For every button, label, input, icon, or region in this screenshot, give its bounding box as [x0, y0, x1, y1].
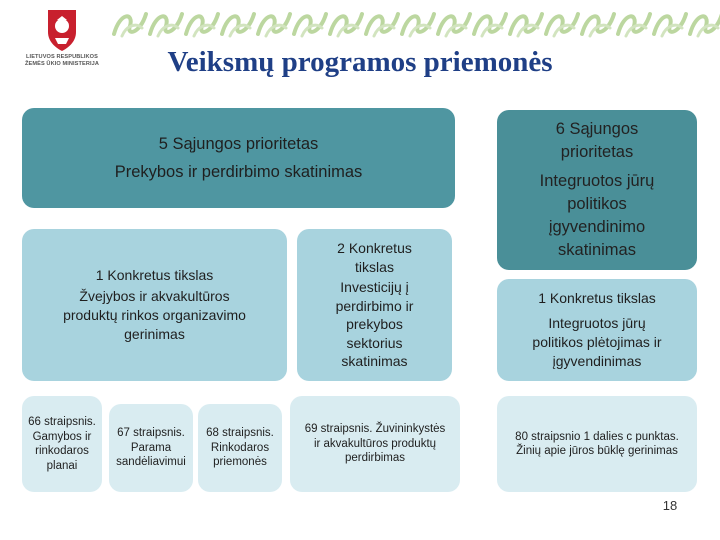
logo-text-line-2: ŽEMĖS ŪKIO MINISTERIJA: [25, 60, 99, 67]
priority-5-description: Prekybos ir perdirbimo skatinimas: [114, 163, 363, 181]
objective-5-1-box: [22, 229, 287, 381]
article-67-line-2: Parama: [130, 441, 172, 454]
objective-5-2-line-6: sektorius: [346, 334, 403, 351]
ornament-band: [112, 8, 720, 40]
article-69-line-3: perdirbimas: [344, 452, 406, 465]
article-66-line-3: rinkodaros: [35, 445, 89, 457]
article-69-line-2: ir akvakultūros produktų: [313, 437, 437, 450]
objective-5-2-line-1: 2 Konkretus: [337, 240, 412, 257]
article-67-line-3: sandėliavimui: [116, 456, 186, 469]
article-68-line-1: 68 straipsnis.: [206, 427, 274, 440]
priority-5-heading: 5 Sąjungos prioritetas: [158, 135, 319, 153]
objective-5-2-line-4: perdirbimo ir: [335, 297, 414, 314]
article-80-box: [497, 396, 697, 492]
objective-5-2-line-2: tikslas: [355, 258, 394, 275]
article-68-box: [198, 404, 282, 492]
article-66-line-4: planai: [46, 459, 78, 472]
page-number: 18: [662, 498, 678, 513]
article-80-line-1: 80 straipsnio 1 dalies c punktas.: [515, 430, 679, 443]
objective-6-1-line-3: politikos plėtojimas ir: [532, 334, 662, 350]
priority-6-line-1: 6 Sąjungos: [555, 120, 639, 138]
article-69-line-1: 69 straipsnis. Žuvininkystės: [304, 423, 446, 436]
page-title: Veiksmų programos priemonės: [167, 46, 553, 78]
priority-6-box: [497, 110, 697, 270]
objective-6-1-box: [497, 279, 697, 381]
objective-5-2-line-7: skatinimas: [341, 353, 408, 370]
article-69-box: [290, 396, 460, 492]
priority-6-line-3: Integruotos jūrų: [539, 172, 655, 190]
article-66-line-2: Gamybos ir: [32, 430, 92, 443]
objective-5-1-line-3: produktų rinkos organizavimo: [63, 307, 246, 323]
logo-text-line-1: LIETUVOS RESPUBLIKOS: [26, 54, 98, 60]
article-66-line-1: 66 straipsnis.: [28, 416, 96, 428]
objective-5-1-line-4: gerinimas: [124, 326, 185, 342]
priority-6-line-6: skatinimas: [558, 241, 636, 259]
article-66-box: [22, 396, 102, 492]
article-80-line-2: Žinių apie jūros būklę gerinimas: [516, 445, 678, 457]
article-68-line-3: priemonės: [213, 456, 267, 469]
article-67-line-1: 67 straipsnis.: [117, 427, 185, 440]
objective-5-2-line-5: prekybos: [346, 316, 403, 333]
priority-6-line-4: politikos: [567, 195, 627, 213]
objective-6-1-line-2: Integruotos jūrų: [548, 315, 646, 331]
objective-5-2-box: [297, 229, 452, 381]
objective-6-1-line-1: 1 Konkretus tikslas: [538, 290, 656, 306]
article-68-line-2: Rinkodaros: [210, 441, 270, 454]
objective-6-1-line-4: įgyvendinimas: [552, 353, 642, 369]
article-67-box: [109, 404, 193, 492]
objective-5-2-line-3: Investicijų į: [340, 279, 409, 296]
objective-5-1-line-1: 1 Konkretus tikslas: [95, 267, 214, 283]
objective-5-1-line-2: Žvejybos ir akvakultūros: [79, 288, 230, 304]
priority-5-box: [22, 108, 455, 208]
priority-6-line-2: prioritetas: [560, 143, 634, 161]
priority-6-line-5: įgyvendinimo: [548, 218, 646, 236]
